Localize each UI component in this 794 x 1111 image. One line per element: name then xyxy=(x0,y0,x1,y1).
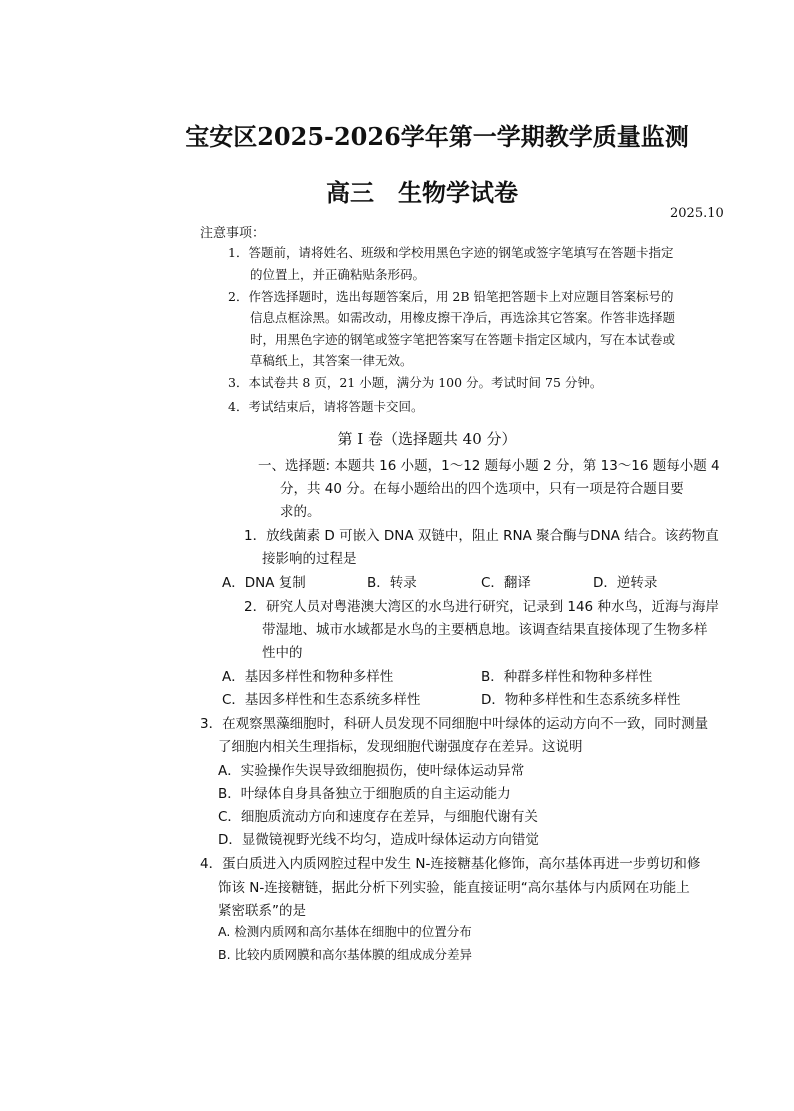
question-1-option-b: B．转录 xyxy=(367,575,417,591)
notes-heading: 注意事项： xyxy=(200,226,266,241)
section-instruction: 求的。 xyxy=(280,504,321,520)
question-1-option-a: A．DNA 复制 xyxy=(222,575,306,591)
question-4-stem: 4．蛋白质进入内质网腔过程中发生 N-连接糖基化修饰，高尔基体再进一步剪切和修 xyxy=(200,856,701,872)
note-line: 的位置上，并正确粘贴条形码。 xyxy=(250,267,426,282)
question-2-option-c: C．基因多样性和生态系统多样性 xyxy=(222,692,421,708)
question-3-option-b: B．叶绿体自身具备独立于细胞质的自主运动能力 xyxy=(218,786,511,802)
note-line: 2．作答选择题时，选出每题答案后，用 2B 铅笔把答题卡上对应题目答案标号的 xyxy=(228,289,674,304)
question-1-option-c: C．翻译 xyxy=(481,575,531,591)
page-subtitle: 高三 生物学试卷 xyxy=(326,178,518,207)
question-1-stem: 1．放线菌素 D 可嵌入 DNA 双链中，阻止 RNA 聚合酶与DNA 结合。该药物直 xyxy=(244,528,719,544)
question-2-stem: 2．研究人员对粤港澳大湾区的水鸟进行研究，记录到 146 种水鸟，近海与海岸 xyxy=(244,599,719,615)
section-title: 第 I 卷（选择题共 40 分） xyxy=(337,430,517,448)
question-4-stem: 紧密联系”的是 xyxy=(218,903,306,919)
question-2-stem: 性中的 xyxy=(262,645,303,661)
question-2-option-b: B．种群多样性和物种多样性 xyxy=(481,669,653,685)
question-4-option-b: B. 比较内质网膜和高尔基体膜的组成成分差异 xyxy=(218,947,473,962)
note-line: 草稿纸上，其答案一律无效。 xyxy=(250,353,413,368)
note-line: 4．考试结束后，请将答题卡交回。 xyxy=(228,399,424,414)
section-instruction: 一、选择题: 本题共 16 小题，1～12 题每小题 2 分，第 13～16 题每小题 4 xyxy=(258,458,720,474)
page-title: 宝安区2025-2026学年第一学期教学质量监测 xyxy=(185,122,689,151)
question-2-option-a: A．基因多样性和物种多样性 xyxy=(222,669,394,685)
question-3-option-d: D．显微镜视野光线不均匀，造成叶绿体运动方向错觉 xyxy=(218,832,539,848)
note-line: 信息点框涂黑。如需改动，用橡皮擦干净后，再选涂其它答案。作答非选择题 xyxy=(250,310,676,325)
question-3-option-c: C．细胞质流动方向和速度存在差异，与细胞代谢有关 xyxy=(218,809,538,825)
question-4-stem: 饰该 N-连接糖链，据此分析下列实验，能直接证明“高尔基体与内质网在功能上 xyxy=(218,880,690,896)
note-line: 时，用黑色字迹的钢笔或签字笔把答案写在答题卡指定区域内，写在本试卷或 xyxy=(250,332,676,347)
note-line: 3．本试卷共 8 页，21 小题，满分为 100 分。考试时间 75 分钟。 xyxy=(228,375,603,390)
question-3-stem: 3．在观察黑藻细胞时，科研人员发现不同细胞中叶绿体的运动方向不一致，同时测量 xyxy=(200,716,709,732)
section-instruction: 分，共 40 分。在每小题给出的四个选项中，只有一项是符合题目要 xyxy=(280,481,684,497)
question-3-stem: 了细胞内相关生理指标，发现细胞代谢强度存在差异。这说明 xyxy=(218,739,583,755)
note-line: 1．答题前，请将姓名、班级和学校用黑色字迹的钢笔或签字笔填写在答题卡指定 xyxy=(228,245,674,260)
question-3-option-a: A．实验操作失误导致细胞损伤，使叶绿体运动异常 xyxy=(218,763,525,779)
question-1-option-d: D．逆转录 xyxy=(593,575,658,591)
question-1-stem: 接影响的过程是 xyxy=(262,551,357,567)
question-2-stem: 带湿地、城市水域都是水鸟的主要栖息地。该调查结果直接体现了生物多样 xyxy=(262,622,708,638)
exam-date: 2025.10 xyxy=(670,206,724,221)
question-2-option-d: D．物种多样性和生态系统多样性 xyxy=(481,692,681,708)
question-4-option-a: A. 检测内质网和高尔基体在细胞中的位置分布 xyxy=(218,924,472,939)
